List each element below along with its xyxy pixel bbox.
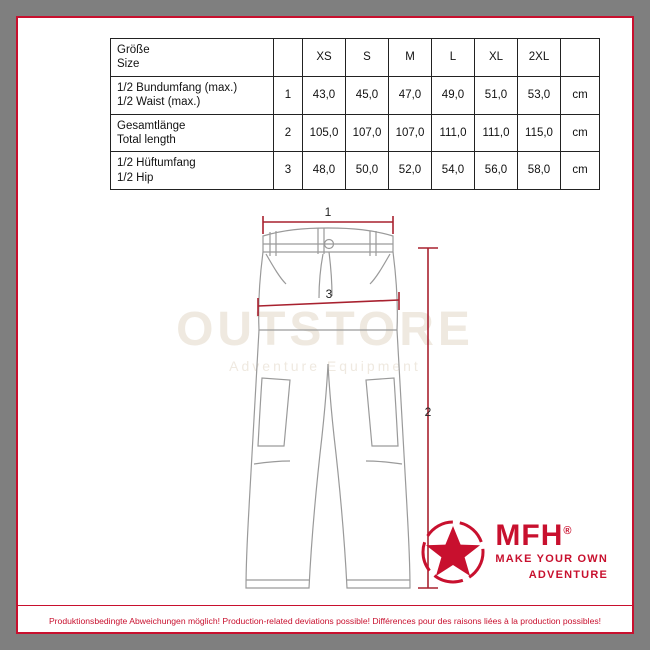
- size-table: [110, 38, 600, 190]
- table-row: [111, 76, 600, 114]
- cell-waist-l: 49,0: [432, 76, 475, 114]
- cell-waist-2xl: 53,0: [518, 76, 561, 114]
- cell-length-s: 107,0: [346, 114, 389, 152]
- logo-brand: MFH®: [495, 518, 573, 552]
- cell-length-m: 107,0: [389, 114, 432, 152]
- mfh-logo: [421, 520, 608, 584]
- cell-length-xl: 111,0: [475, 114, 518, 152]
- row-index-waist: 1: [274, 76, 303, 114]
- cell-waist-xl: 51,0: [475, 76, 518, 114]
- header-size-m: M: [389, 39, 432, 77]
- header-unit-blank: [561, 39, 600, 77]
- logo-tagline-2: ADVENTURE: [528, 569, 608, 581]
- header-size-label: Größe Size: [111, 39, 274, 77]
- table-row: [111, 152, 600, 190]
- footer-note: Produktionsbedingte Abweichungen möglich! Production-related deviations possible! Différences pour des raisons liées à la production possibles!: [48, 616, 602, 626]
- footer-divider: [18, 605, 632, 606]
- trousers-outline: [246, 228, 410, 588]
- row-label-length: Gesamtlänge Total length: [111, 114, 274, 152]
- header-size-xs: XS: [303, 39, 346, 77]
- row-unit-waist: cm: [561, 76, 600, 114]
- header-size-s: S: [346, 39, 389, 77]
- header-size-xl: XL: [475, 39, 518, 77]
- watermark-sub: Adventure Equipment: [229, 358, 421, 374]
- cell-length-xs: 105,0: [303, 114, 346, 152]
- cell-hip-s: 50,0: [346, 152, 389, 190]
- measure-length-label: 2: [424, 405, 432, 419]
- cell-waist-s: 45,0: [346, 76, 389, 114]
- cell-length-l: 111,0: [432, 114, 475, 152]
- measure-waist-label: 1: [324, 205, 332, 219]
- content-frame: [16, 16, 634, 634]
- measure-hip-label: 3: [325, 287, 333, 301]
- header-size-l: L: [432, 39, 475, 77]
- table-row: [111, 114, 600, 152]
- table-header-row: [111, 39, 600, 77]
- cell-waist-xs: 43,0: [303, 76, 346, 114]
- cell-hip-m: 52,0: [389, 152, 432, 190]
- cell-hip-xs: 48,0: [303, 152, 346, 190]
- header-index-blank: [274, 39, 303, 77]
- cell-hip-l: 54,0: [432, 152, 475, 190]
- row-index-length: 2: [274, 114, 303, 152]
- row-label-hip: 1/2 Hüftumfang 1/2 Hip: [111, 152, 274, 190]
- watermark-main: OUTSTORE: [176, 303, 474, 356]
- cell-hip-xl: 56,0: [475, 152, 518, 190]
- row-label-waist: 1/2 Bundumfang (max.) 1/2 Waist (max.): [111, 76, 274, 114]
- star-icon: [421, 520, 485, 584]
- row-unit-length: cm: [561, 114, 600, 152]
- cell-length-2xl: 115,0: [518, 114, 561, 152]
- row-unit-hip: cm: [561, 152, 600, 190]
- header-size-2xl: 2XL: [518, 39, 561, 77]
- cell-hip-2xl: 58,0: [518, 152, 561, 190]
- row-index-hip: 3: [274, 152, 303, 190]
- logo-text: [495, 518, 608, 584]
- cell-waist-m: 47,0: [389, 76, 432, 114]
- logo-tagline-1: MAKE YOUR OWN: [495, 552, 608, 565]
